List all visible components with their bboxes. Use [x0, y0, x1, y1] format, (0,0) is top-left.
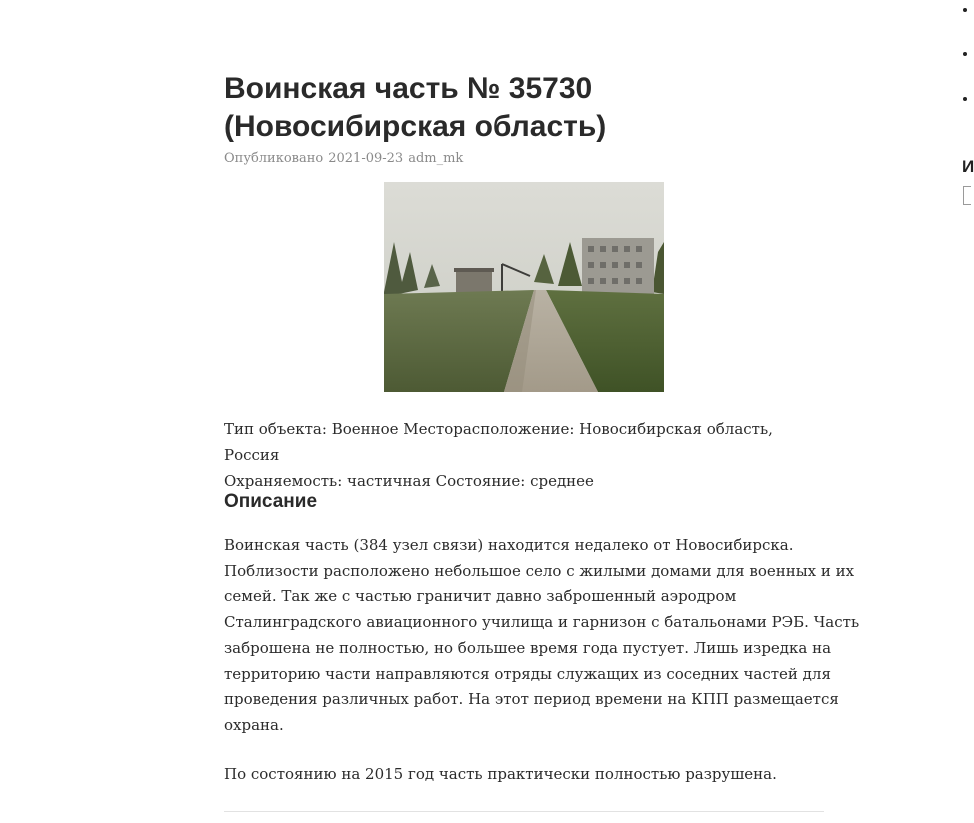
sidebar-search-input[interactable]: [963, 186, 971, 205]
sidebar-bullet: [963, 97, 967, 101]
description-line: Поблизости расположено небольшое село с жилыми домами для военных и их: [224, 561, 855, 580]
title-line-2: (Новосибирская область): [224, 110, 607, 143]
description-line: семей. Так же с частью граничит давно заброшенный аэродром: [224, 587, 737, 606]
description-heading: Описание: [224, 491, 318, 512]
title-line-1: Воинская часть № 35730: [224, 72, 593, 105]
description-line: Воинская часть (384 узел связи) находится недалеко от Новосибирска.: [224, 536, 794, 554]
sidebar-partial: [958, 0, 974, 823]
published-label: Опубликовано: [224, 151, 324, 166]
description-paragraph: [224, 533, 860, 739]
sidebar-bullet: [963, 52, 967, 56]
status-paragraph: По состоянию на 2015 год часть практически полностью разрушена.: [224, 765, 777, 783]
page-title: [224, 70, 824, 146]
properties-line-2: Охраняемость: частичная Состояние: среднее: [224, 472, 594, 490]
post-meta: [224, 150, 824, 167]
sidebar-bullet: [963, 8, 967, 12]
description-line: территорию части направляются отряды служащих из соседних частей для: [224, 664, 831, 683]
article-photo: [384, 182, 664, 392]
author-link[interactable]: adm_mk: [408, 151, 464, 166]
description-line: проведения различных работ. На этот период времени на КПП размещается: [224, 690, 839, 709]
published-date: 2021-09-23: [328, 151, 404, 166]
object-properties: [224, 416, 824, 494]
description-line: охрана.: [224, 715, 284, 734]
description-line: Сталинградского авиационного училища и гарнизон с батальонами РЭБ. Часть: [224, 613, 860, 632]
sidebar-heading-partial: И: [962, 157, 974, 176]
article: [224, 70, 860, 783]
description-line: заброшена не полностью, но большее время года пустует. Лишь изредка на: [224, 638, 832, 657]
photo-illustration: [384, 182, 664, 392]
content-divider: [224, 811, 824, 812]
properties-line-1: Тип объекта: Военное Месторасположение: Новосибирская область, Россия: [224, 420, 773, 464]
